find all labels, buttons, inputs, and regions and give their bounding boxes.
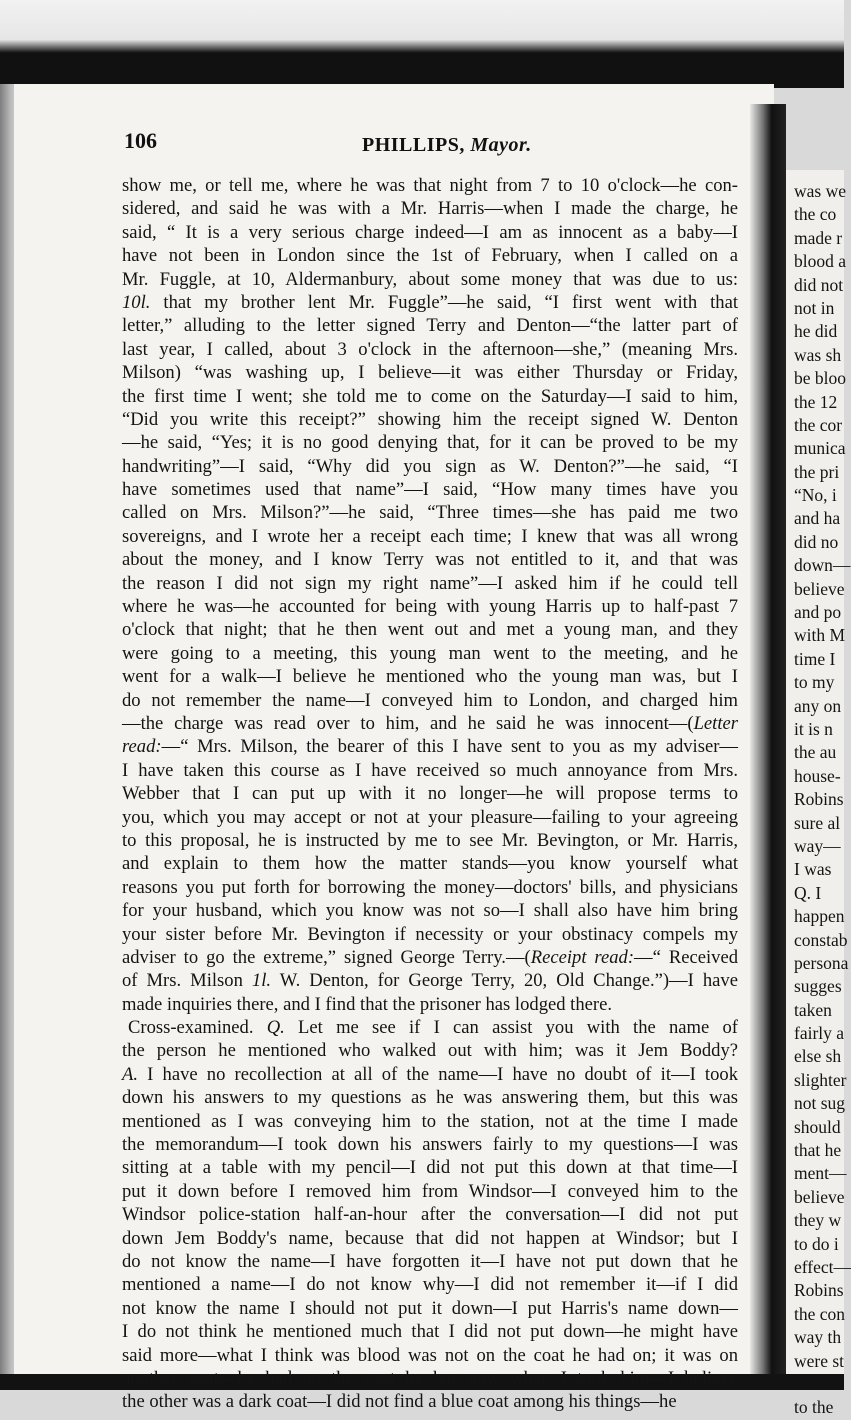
- right-page-line: was sh: [794, 344, 842, 365]
- right-page-line: slighter: [794, 1069, 847, 1090]
- right-page-line: he did: [794, 321, 838, 342]
- text-line: last year, I called, about 3 o'clock in the afternoon—she,” (meaning Mrs.: [122, 338, 738, 360]
- page-number: 106: [124, 128, 157, 153]
- text-line: letter,” alluding to the letter signed Terry and Denton—“the latter part of: [122, 315, 738, 337]
- text-line: not know the name I should not put it down—I put Harris's name down—: [122, 1297, 738, 1319]
- text-line: do not know the name—I have forgotten it—I have not put down that he: [122, 1250, 738, 1272]
- right-page-line: should: [794, 1116, 841, 1137]
- text-line: of Mrs. Milson 1l. W. Denton, for George Terry, 20, Old Change.”)—I have: [122, 970, 738, 992]
- text-line: —he said, “Yes; it is no good denying that, for it can be proved to be my: [122, 432, 738, 454]
- right-page-line: was we: [794, 181, 846, 201]
- right-page-line: Robins: [794, 789, 844, 810]
- right-page-line: believe: [794, 578, 845, 599]
- right-page-line: house-: [794, 765, 841, 786]
- text-line: your sister before Mr. Bevington if necessity or your obstinacy compels my: [122, 923, 738, 945]
- right-page-line: did no: [794, 531, 839, 552]
- text-line: —the charge was read over to him, and he said he was innocent—(Letter: [122, 712, 738, 734]
- text-line: Cross-examined. Q. Let me see if I can assist you with the name of: [128, 1017, 738, 1039]
- right-page-line: else sh: [794, 1046, 842, 1067]
- right-page-line: way—: [794, 835, 841, 856]
- right-page-line: “No, i: [794, 485, 837, 506]
- text-line: reasons you put forth for borrowing the money—doctors' bills, and physicians: [122, 876, 738, 898]
- text-line: the other was a dark coat—I did not find a blue coat among his things—he: [122, 1391, 677, 1413]
- text-line: put it down before I removed him from Windsor—I conveyed him to the: [122, 1180, 738, 1202]
- right-page-line: the au: [794, 742, 837, 763]
- text-line: down Jem Boddy's name, because that did not happen at Windsor; but I: [122, 1227, 738, 1249]
- text-line: have sometimes used that name”—I said, “How many times have you: [122, 479, 738, 501]
- text-line: Windsor police-station half-an-hour after the conversation—I did not put: [122, 1204, 738, 1226]
- right-page-line: sugges: [794, 976, 842, 997]
- right-page-line: the 12: [794, 391, 838, 412]
- running-head-title: Mayor.: [470, 134, 532, 156]
- text-line: show me, or tell me, where he was that night from 7 to 10 o'clock—he con-: [122, 175, 738, 196]
- text-line: for your husband, which you know was not so—I shall also have him bring: [122, 900, 738, 922]
- text-line: 10l. that my brother lent Mr. Fuggle”—he said, “I first went with that: [122, 291, 738, 313]
- text-line: handwriting”—I said, “Why did you sign as W. Denton?”—he said, “I: [122, 455, 738, 477]
- right-page-line: effect—: [794, 1256, 851, 1277]
- text-line: mentioned a name—I do not know why—I did not remember it—if I did: [122, 1274, 738, 1296]
- right-page-line: fairly a: [794, 1023, 845, 1044]
- right-page-line: taken: [794, 999, 832, 1020]
- right-page-line: to do i: [794, 1233, 839, 1254]
- text-line: said more—what I think was blood was not on the coat he had on; it was on: [122, 1344, 738, 1366]
- text-line: adviser to go the extreme,” signed George Terry.—(Receipt read:—“ Received: [122, 946, 739, 968]
- text-line: mentioned as I was conveying him to the station, not at the time I made: [122, 1110, 738, 1132]
- text-line: made inquiries there, and I find that the prisoner has lodged there.: [122, 993, 612, 1015]
- right-page-partial: [786, 170, 851, 1418]
- right-page-line: any on: [794, 695, 842, 716]
- text-line: the reason I did not sign my right name”—I asked him if he could tell: [122, 572, 738, 594]
- right-page-line: down—: [794, 555, 851, 576]
- text-line: sitting at a table with my pencil—I did not put this down at that time—I: [122, 1157, 738, 1179]
- text-line: went for a walk—I believe he mentioned who the young man was, but I: [122, 666, 738, 688]
- right-page-line: to the: [794, 1397, 834, 1418]
- text-line: down his answers to my questions as he was answering them, but this was: [122, 1087, 738, 1109]
- text-line: the person he mentioned who walked out with him; was it Jem Boddy?: [122, 1040, 738, 1062]
- right-page-line: the pri: [794, 461, 840, 482]
- text-line: and explain to them how the matter stands—you know yourself what: [122, 853, 738, 875]
- text-line: do not remember the name—I conveyed him to London, and charged him: [122, 689, 738, 711]
- right-page-line: believe: [794, 1186, 845, 1207]
- right-page-text: [786, 180, 851, 1420]
- right-page-line: the cor: [794, 414, 843, 435]
- text-line: Milson) “was washing up, I believe—it was either Thursday or Friday,: [122, 362, 738, 384]
- text-line: I have taken this course as I have received so much annoyance from Mrs.: [122, 759, 738, 781]
- right-page-line: Q. I: [794, 882, 822, 903]
- right-page-line: not sug: [794, 1093, 846, 1114]
- right-page-line: made r: [794, 227, 843, 248]
- text-line: read:—“ Mrs. Milson, the bearer of this I have sent to you as my adviser—: [122, 736, 738, 758]
- text-line: to this proposal, he is instructed by me to see Mr. Bevington, or Mr. Harris,: [122, 829, 738, 851]
- right-page-line: not in: [794, 297, 835, 318]
- text-line: said, “ It is a very serious charge indeed—I am as innocent as a baby—I: [122, 221, 738, 243]
- body-text: [122, 174, 738, 1414]
- right-page-line: Robins: [794, 1280, 844, 1301]
- right-page-line: constab: [794, 929, 848, 950]
- text-line: sovereigns, and I wrote her a receipt each time; I knew that was all wrong: [122, 525, 738, 547]
- right-page-line: the con: [794, 1303, 846, 1324]
- text-line: sidered, and said he was with a Mr. Harris—when I made the charge, he: [122, 198, 738, 220]
- text-line: “Did you write this receipt?” showing him the receipt signed W. Denton: [122, 408, 738, 430]
- text-line: I do not think he mentioned much that I did not put down—he might have: [122, 1321, 738, 1343]
- right-page-line: the co: [794, 204, 837, 225]
- running-head-name: PHILLIPS,: [362, 134, 465, 156]
- text-line: the first time I went; she told me to come on the Saturday—I said to him,: [122, 385, 738, 407]
- text-line: have not been in London since the 1st of February, when I called on a: [122, 245, 738, 267]
- text-line: Webber that I can put up with it no longer—he will propose terms to: [122, 783, 738, 805]
- right-page-line: were st: [794, 1350, 845, 1371]
- right-page-line: to my: [794, 672, 835, 693]
- right-page-line: it is n: [794, 718, 833, 739]
- right-page-line: with M: [794, 625, 846, 646]
- text-line: another coat—he had on the coat he has now when I took him—I believe: [122, 1367, 738, 1389]
- right-page-line: time I: [794, 648, 836, 669]
- text-line: were going to a meeting, this young man went to the meeting, and he: [122, 642, 738, 664]
- right-page-line: and ha: [794, 508, 841, 529]
- right-page-line: persona: [794, 952, 849, 973]
- right-page-line: munica: [794, 438, 846, 459]
- right-page-line: that he: [794, 1140, 842, 1161]
- text-line: the memorandum—I took down his answers fairly to my questions—I was: [122, 1134, 738, 1156]
- right-page-line: happen: [794, 906, 845, 927]
- right-page-line: be bloo: [794, 368, 847, 389]
- right-page-line: ment—: [794, 1163, 847, 1184]
- text-line: o'clock that night; that he then went out and met a young man, and they: [122, 619, 738, 641]
- right-page-line: they w: [794, 1210, 842, 1231]
- right-page-line: I was: [794, 859, 832, 880]
- text-line: where he was—he accounted for being with young Harris up to half-past 7: [122, 596, 738, 618]
- text-line: about the money, and I know Terry was not entitled to it, and that was: [122, 549, 738, 571]
- right-page-line: blood a: [794, 251, 847, 272]
- right-page-line: sure al: [794, 812, 841, 833]
- right-page-line: and po: [794, 602, 842, 623]
- text-line: called on Mrs. Milson?”—he said, “Three times—she has paid me two: [122, 502, 738, 524]
- book-gutter: [750, 104, 786, 1380]
- right-page-line: did not: [794, 274, 844, 295]
- top-scan-border: [0, 0, 844, 88]
- text-line: Mr. Fuggle, at 10, Aldermanbury, about some money that was due to us:: [122, 268, 738, 290]
- running-head: [362, 134, 532, 157]
- text-line: A. I have no recollection at all of the name—I have no doubt of it—I took: [122, 1063, 738, 1085]
- text-line: you, which you may accept or not at your pleasure—failing to your agreeing: [122, 806, 738, 828]
- right-page-line: way th: [794, 1327, 842, 1348]
